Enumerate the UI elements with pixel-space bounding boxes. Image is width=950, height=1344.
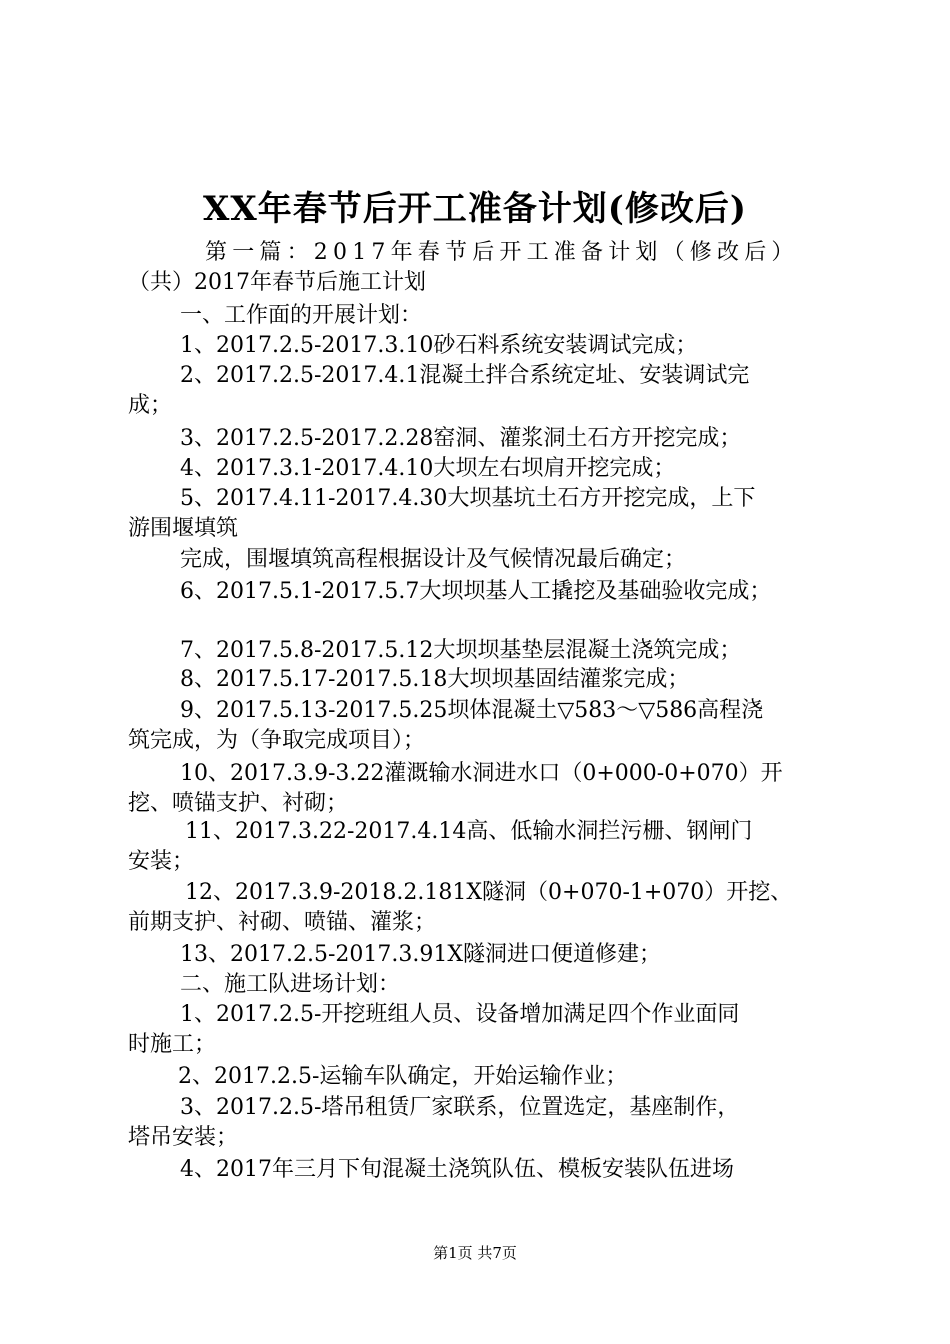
text-line: 3、2017.2.5-塔吊租赁厂家联系，位置选定，基座制作， <box>180 1095 740 1120</box>
text-line: 4、2017年三月下旬混凝土浇筑队伍、模板安装队伍进场 <box>180 1157 734 1182</box>
section-heading: 二、施工队进场计划： <box>180 972 401 997</box>
text-line: 12、2017.3.9-2018.2.181X隧洞（0+070-1+070）开挖、 <box>185 880 793 905</box>
text-line: 4、2017.3.1-2017.4.10大坝左右坝肩开挖完成； <box>180 456 676 481</box>
text-line: 5、2017.4.11-2017.4.30大坝基坑土石方开挖完成，上下 <box>180 486 756 511</box>
text-line: 前期支护、衬砌、喷锚、灌浆； <box>128 910 437 935</box>
text-line: 2、2017.2.5-2017.4.1混凝土拌合系统定址、安装调试完 <box>180 363 750 388</box>
text-line: 3、2017.2.5-2017.2.28窑洞、灌浆洞土石方开挖完成； <box>180 426 742 451</box>
document-title: XX年春节后开工准备计划(修改后) <box>203 189 747 229</box>
text-line: 9、2017.5.13-2017.5.25坝体混凝土▽583～▽586高程浇 <box>180 698 764 723</box>
text-line: 塔吊安装； <box>128 1125 239 1150</box>
text-line: 成； <box>128 393 173 418</box>
text-line: 13、2017.2.5-2017.3.91X隧洞进口便道修建； <box>180 942 662 967</box>
text-line: 1、2017.2.5-2017.3.10砂石料系统安装调试完成； <box>180 333 698 358</box>
heading-line: 第一篇：2017年春节后开工准备计划（修改后） <box>205 240 799 265</box>
page-footer: 第1页 共7页 <box>433 1244 517 1262</box>
text-line: 10、2017.3.9-3.22灌溉输水洞进水口（0+000-0+070）开 <box>180 761 783 786</box>
text-line: 2、2017.2.5-运输车队确定，开始运输作业； <box>178 1064 628 1089</box>
text-line: 挖、喷锚支护、衬砌； <box>128 791 349 816</box>
text-line: 时施工； <box>128 1032 217 1057</box>
text-line: 游围堰填筑 <box>128 516 239 541</box>
section-heading: 一、工作面的开展计划： <box>180 303 423 328</box>
text-line: 6、2017.5.1-2017.5.7大坝坝基人工撬挖及基础验收完成； <box>180 579 772 604</box>
text-line: 安装； <box>128 849 195 874</box>
text-line: 筑完成，为（争取完成项目）； <box>128 728 426 753</box>
text-line: 完成，围堰填筑高程根据设计及气候情况最后确定； <box>180 547 687 572</box>
text-line: 7、2017.5.8-2017.5.12大坝坝基垫层混凝土浇筑完成； <box>180 638 742 663</box>
text-line: （共）2017年春节后施工计划 <box>128 270 426 295</box>
text-line: 1、2017.2.5-开挖班组人员、设备增加满足四个作业面同 <box>180 1002 740 1027</box>
text-line: 8、2017.5.17-2017.5.18大坝坝基固结灌浆完成； <box>180 667 690 692</box>
text-line: 11、2017.3.22-2017.4.14高、低输水洞拦污栅、钢闸门 <box>185 819 753 844</box>
